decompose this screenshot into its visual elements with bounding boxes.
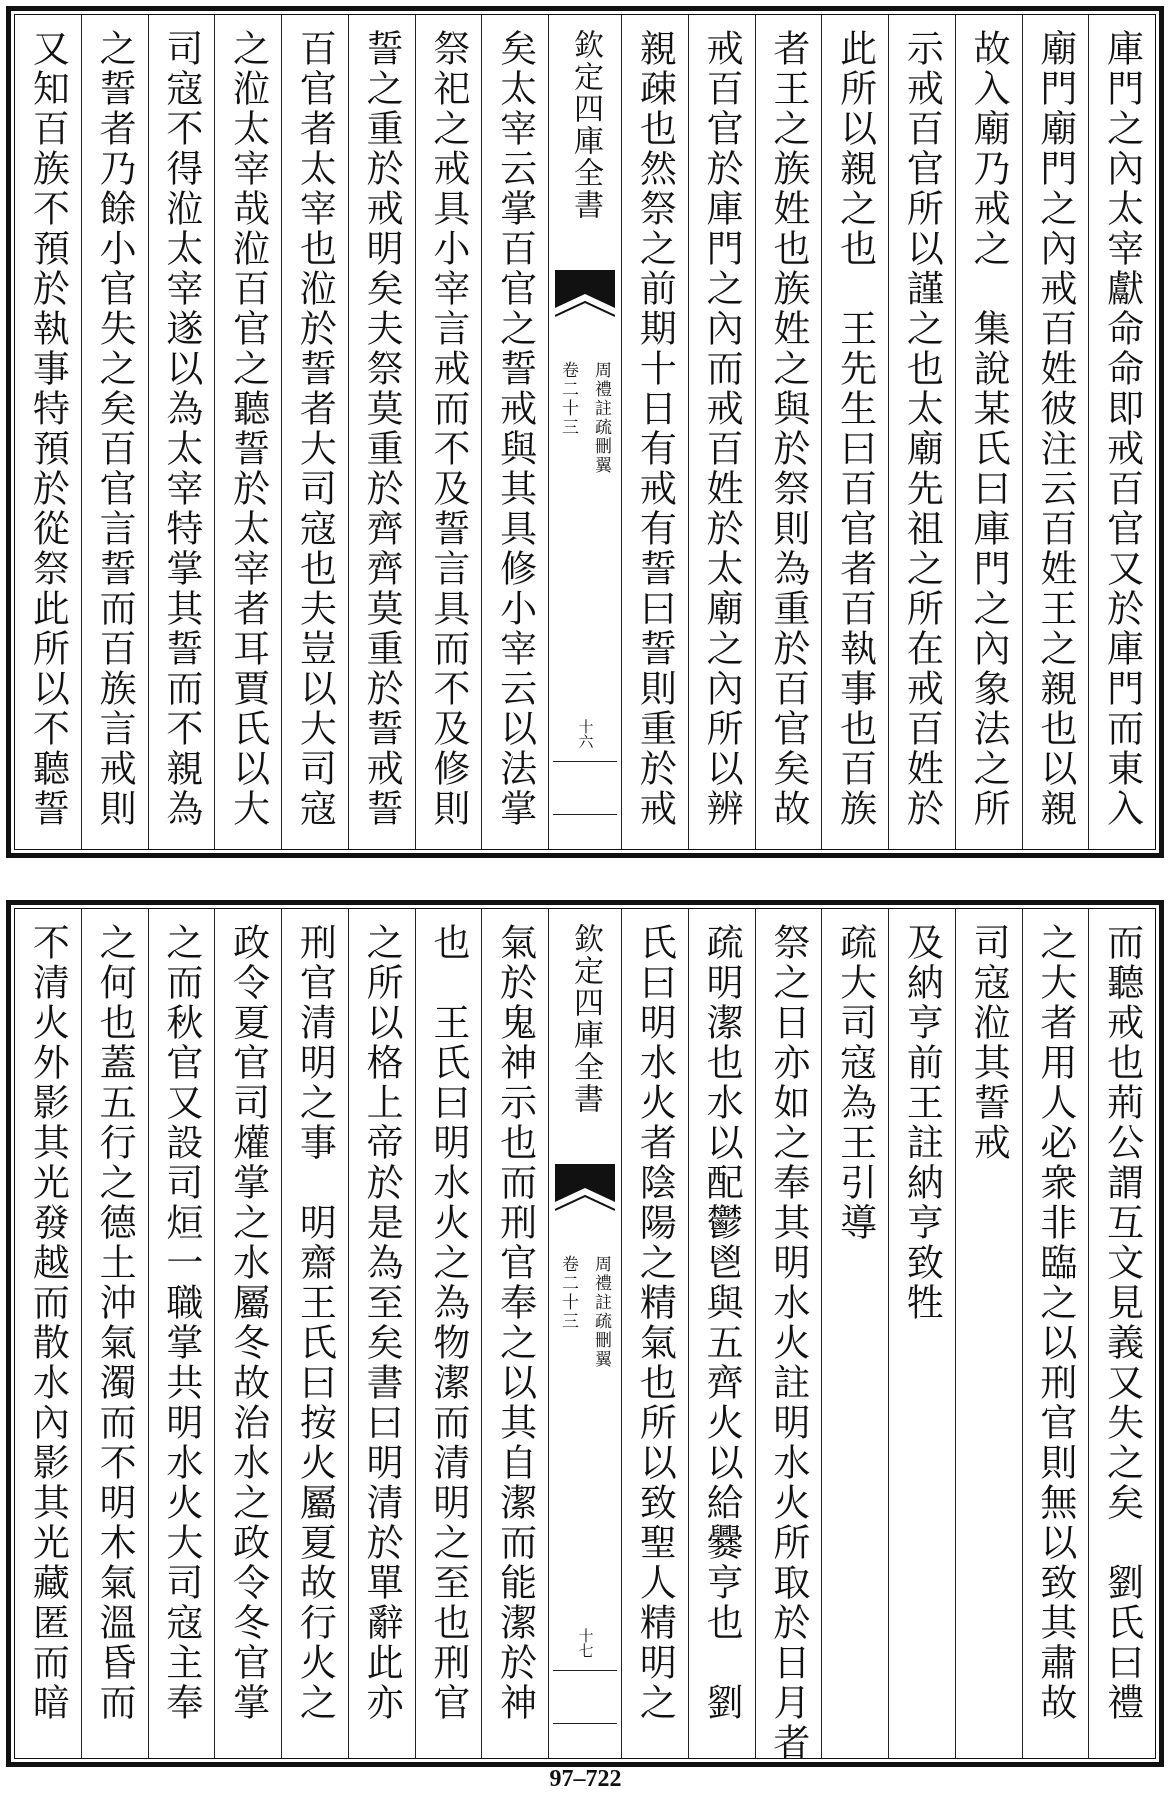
text-column: 司寇不得涖太宰遂以為太宰特掌其誓而不親為	[148, 15, 215, 849]
text-column: 疏大司寇為王引導	[821, 909, 888, 1758]
text-column: 祭之日亦如之奉其明水火註明水火所取於日月者	[755, 909, 822, 1758]
center-fold	[548, 15, 621, 849]
bottom-page-columns	[15, 909, 1155, 1763]
juan-number: 卷二十三	[558, 1255, 578, 1331]
text-column: 矣太宰云掌百官之誓戒與其具修小宰云以法掌	[481, 15, 548, 849]
text-column: 之大者用人必衆非臨之以刑官則無以致其肅故	[1022, 909, 1089, 1758]
center-title: 欽定四庫全書	[568, 29, 603, 221]
text-column: 不清火外影其光發越而散水內影其光藏匿而暗	[26, 923, 70, 1723]
text-column: 百官者太宰也涖於誓者大司寇也夫豈以大司寇	[281, 15, 348, 849]
folio-rule	[553, 761, 617, 815]
folio-rule	[553, 1670, 617, 1724]
top-page-columns	[15, 15, 1155, 849]
center-title: 欽定四庫全書	[568, 923, 603, 1115]
text-column: 氏曰明水火者陰陽之精氣也所以致聖人精明之	[621, 909, 688, 1758]
text-column: 之而秋官又設司烜一職掌共明水火大司寇主奉	[148, 909, 215, 1758]
text-column: 親疎也然祭之前期十日有戒有誓曰誓則重於戒	[621, 15, 688, 849]
text-column: 也 王氏曰明水火之為物潔而清明之至也刑官	[415, 909, 482, 1758]
text-column: 政令夏官司爟掌之水屬冬故治水之政令冬官掌	[214, 909, 281, 1758]
text-column: 及納亨前王註納亨致牲	[888, 909, 955, 1758]
text-column: 故入廟乃戒之 集說某氏曰庫門之內象法之所	[955, 15, 1022, 849]
text-column: 司寇涖其誓戒	[955, 909, 1022, 1758]
book-title: 周禮註疏刪翼	[591, 361, 611, 475]
text-column: 戒百官於庫門之內而戒百姓於太廟之內所以辨	[688, 15, 755, 849]
text-column: 又知百族不預於執事特預於從祭此所以不聽誓	[26, 29, 70, 829]
folio-number: 十七	[576, 1628, 595, 1658]
text-column: 之所以格上帝於是為至矣書曰明清於單辭此亦	[348, 909, 415, 1758]
text-column: 此所以親之也 王先生曰百官者百執事也百族	[821, 15, 888, 849]
text-column: 誓之重於戒明矣夫祭莫重於齊齊莫重於誓戒誓	[348, 15, 415, 849]
text-column: 疏明潔也水以配鬱鬯與五齊火以給爨亨也 劉	[688, 909, 755, 1758]
book-title: 周禮註疏刪翼	[591, 1255, 611, 1369]
fish-tail-mark-icon	[555, 1164, 615, 1224]
top-page	[6, 6, 1164, 858]
text-column: 祭祀之戒具小宰言戒而不及誓言具而不及修則	[415, 15, 482, 849]
text-column: 刑官清明之事 明齋王氏曰按火屬夏故行火之	[281, 909, 348, 1758]
text-column: 之何也蓋五行之德土沖氣濁而不明木氣溫昏而	[81, 909, 148, 1758]
text-column: 氣於鬼神示也而刑官奉之以其自潔而能潔於神	[481, 909, 548, 1758]
text-column: 之誓者乃餘小官失之矣百官言誓而百族言戒則	[81, 15, 148, 849]
text-column: 者王之族姓也族姓之與於祭則為重於百官矣故	[755, 15, 822, 849]
text-column: 之涖太宰哉涖百官之聽誓於太宰者耳賈氏以大	[214, 15, 281, 849]
center-fold	[548, 909, 621, 1758]
folio-number: 十六	[576, 719, 595, 749]
text-column: 而聽戒也荊公謂互文見義又失之矣 劉氏曰禮	[1088, 909, 1155, 1758]
text-column: 庫門之內太宰獻命命即戒百官又於庫門而東入	[1088, 15, 1155, 849]
text-column: 廟門廟門之內戒百姓彼注云百姓王之親也以親	[1022, 15, 1089, 849]
fish-tail-mark-icon	[555, 270, 615, 330]
text-column: 示戒百官所以謹之也太廟先祖之所在戒百姓於	[888, 15, 955, 849]
page-footer-number: 97–722	[549, 1766, 622, 1792]
juan-number: 卷二十三	[558, 361, 578, 437]
bottom-page	[6, 900, 1164, 1767]
